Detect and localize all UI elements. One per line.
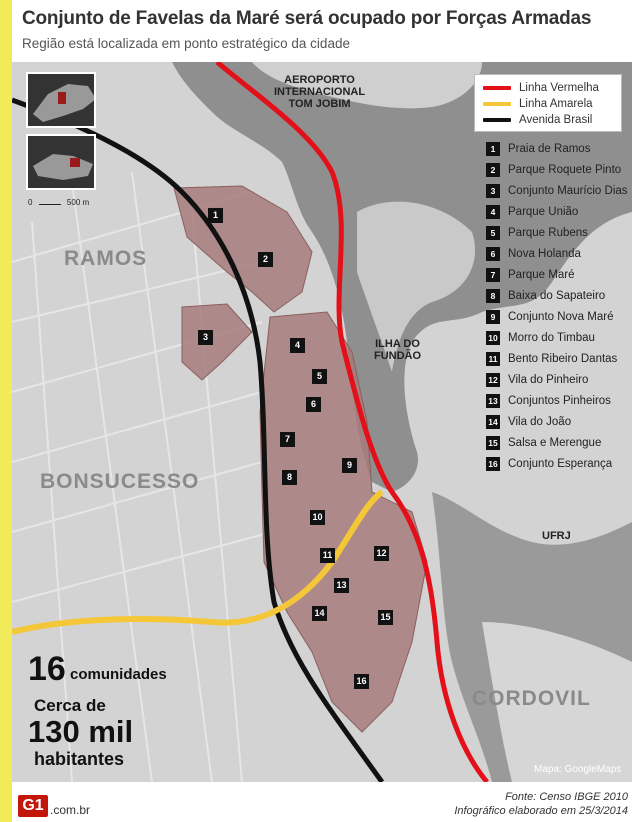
list-name: Conjuntos Pinheiros (508, 394, 611, 407)
map-badge-5[interactable]: 5 (312, 369, 327, 384)
list-num: 11 (486, 352, 500, 366)
list-name: Conjunto Esperança (508, 457, 613, 470)
map-badge-1[interactable]: 1 (208, 208, 223, 223)
list-num: 2 (486, 163, 500, 177)
list-num: 3 (486, 184, 500, 198)
list-num: 8 (486, 289, 500, 303)
list-item[interactable] (486, 453, 628, 474)
list-num: 14 (486, 415, 500, 429)
list-name: Parque Maré (508, 268, 575, 281)
list-item[interactable] (486, 369, 628, 390)
logo-domain: .com.br (50, 803, 91, 817)
inset-state-svg (28, 74, 96, 128)
footer-source: Fonte: Censo IBGE 2010 (505, 791, 628, 803)
list-num: 5 (486, 226, 500, 240)
list-name: Parque Roquete Pinto (508, 163, 622, 176)
legend-label: Linha Vermelha (519, 82, 599, 94)
list-name: Parque União (508, 205, 579, 218)
map-credit: Mapa: GoogleMaps (534, 764, 622, 775)
label-ramos: RAMOS (64, 247, 148, 270)
communities-list (486, 138, 628, 474)
map-badge-2[interactable]: 2 (258, 252, 273, 267)
legend-label: Linha Amarela (519, 98, 593, 110)
inset-city-svg (28, 136, 96, 190)
footer-date: Infográfico elaborado em 25/3/2014 (454, 805, 628, 817)
map-badge-10[interactable]: 10 (310, 510, 325, 525)
list-item[interactable] (486, 222, 628, 243)
list-num: 16 (486, 457, 500, 471)
label-ilha: ILHA DO FUNDÃO (374, 338, 422, 362)
list-num: 7 (486, 268, 500, 282)
airport-text: AEROPORTO INTERNACIONAL TOM JOBIM (274, 74, 366, 110)
map-badge-13[interactable]: 13 (334, 578, 349, 593)
map-badge-12[interactable]: 12 (374, 546, 389, 561)
scale-label: 500 m (66, 198, 90, 207)
list-name: Morro do Timbau (508, 331, 595, 344)
label-bonsucesso: BONSUCESSO (40, 470, 200, 493)
inset-highlight (58, 92, 66, 104)
inset-city-highlight (70, 158, 80, 167)
list-item[interactable] (486, 306, 628, 327)
list-item[interactable] (486, 327, 628, 348)
page-title: Conjunto de Favelas da Maré será ocupado por Forças Armadas (22, 8, 592, 29)
list-name: Vila do João (508, 415, 572, 428)
list-item[interactable] (486, 348, 628, 369)
list-num: 13 (486, 394, 500, 408)
list-name: Nova Holanda (508, 247, 581, 260)
map-badge-7[interactable]: 7 (280, 432, 295, 447)
list-item[interactable] (486, 201, 628, 222)
stat-pop-label: habitantes (34, 749, 125, 769)
label-ufrj: UFRJ (542, 530, 571, 542)
scale-bar (28, 198, 89, 207)
legend-swatch-yellow (483, 102, 511, 106)
list-item[interactable] (486, 411, 628, 432)
list-name: Vila do Pinheiro (508, 373, 589, 386)
page-subtitle: Região está localizada em ponto estratégico da cidade (22, 36, 350, 51)
legend-swatch-red (483, 86, 511, 90)
list-num: 10 (486, 331, 500, 345)
legend-swatch-black (483, 118, 511, 122)
list-item[interactable] (486, 432, 628, 453)
stat-pop-value: 130 mil (28, 714, 134, 749)
label-airport (274, 74, 365, 110)
legend-item-avenida-brasil (483, 112, 613, 128)
list-item[interactable] (486, 138, 628, 159)
list-name: Praia de Ramos (508, 142, 591, 155)
scale-zero: 0 (28, 198, 33, 207)
list-item[interactable] (486, 180, 628, 201)
label-cordovil: CORDOVIL (472, 687, 591, 710)
stat-pop-prefix: Cerca de (34, 696, 106, 715)
legend-label: Avenida Brasil (519, 114, 593, 126)
list-item[interactable] (486, 243, 628, 264)
list-item[interactable] (486, 285, 628, 306)
map-badge-8[interactable]: 8 (282, 470, 297, 485)
list-num: 9 (486, 310, 500, 324)
city-shape (33, 154, 93, 180)
list-name: Baixa do Sapateiro (508, 289, 606, 302)
list-item[interactable] (486, 264, 628, 285)
list-name: Parque Rubens (508, 226, 588, 239)
list-num: 15 (486, 436, 500, 450)
list-num: 4 (486, 205, 500, 219)
inset-state-map (26, 72, 96, 128)
stat-communities-label: comunidades (70, 666, 167, 683)
scale-line (39, 204, 61, 205)
list-name: Bento Ribeiro Dantas (508, 352, 618, 365)
list-num: 6 (486, 247, 500, 261)
list-name: Conjunto Maurício Dias (508, 184, 628, 197)
list-name: Conjunto Nova Maré (508, 310, 614, 323)
map-badge-9[interactable]: 9 (342, 458, 357, 473)
map-badge-4[interactable]: 4 (290, 338, 305, 353)
roads-legend (474, 74, 622, 132)
map-badge-14[interactable]: 14 (312, 606, 327, 621)
legend-item-linha-vermelha (483, 80, 613, 96)
map-area[interactable] (12, 62, 632, 782)
map-badge-11[interactable]: 11 (320, 548, 335, 563)
list-item[interactable] (486, 159, 628, 180)
g1-logo[interactable]: G1 (18, 795, 48, 817)
list-item[interactable] (486, 390, 628, 411)
list-num: 1 (486, 142, 500, 156)
stat-communities-count: 16 (28, 650, 66, 688)
map-badge-3[interactable]: 3 (198, 330, 213, 345)
inset-city-map (26, 134, 96, 190)
map-badge-16[interactable]: 16 (354, 674, 369, 689)
map-badge-15[interactable]: 15 (378, 610, 393, 625)
map-badge-6[interactable]: 6 (306, 397, 321, 412)
list-num: 12 (486, 373, 500, 387)
list-name: Salsa e Merengue (508, 436, 602, 449)
legend-item-linha-amarela (483, 96, 613, 112)
